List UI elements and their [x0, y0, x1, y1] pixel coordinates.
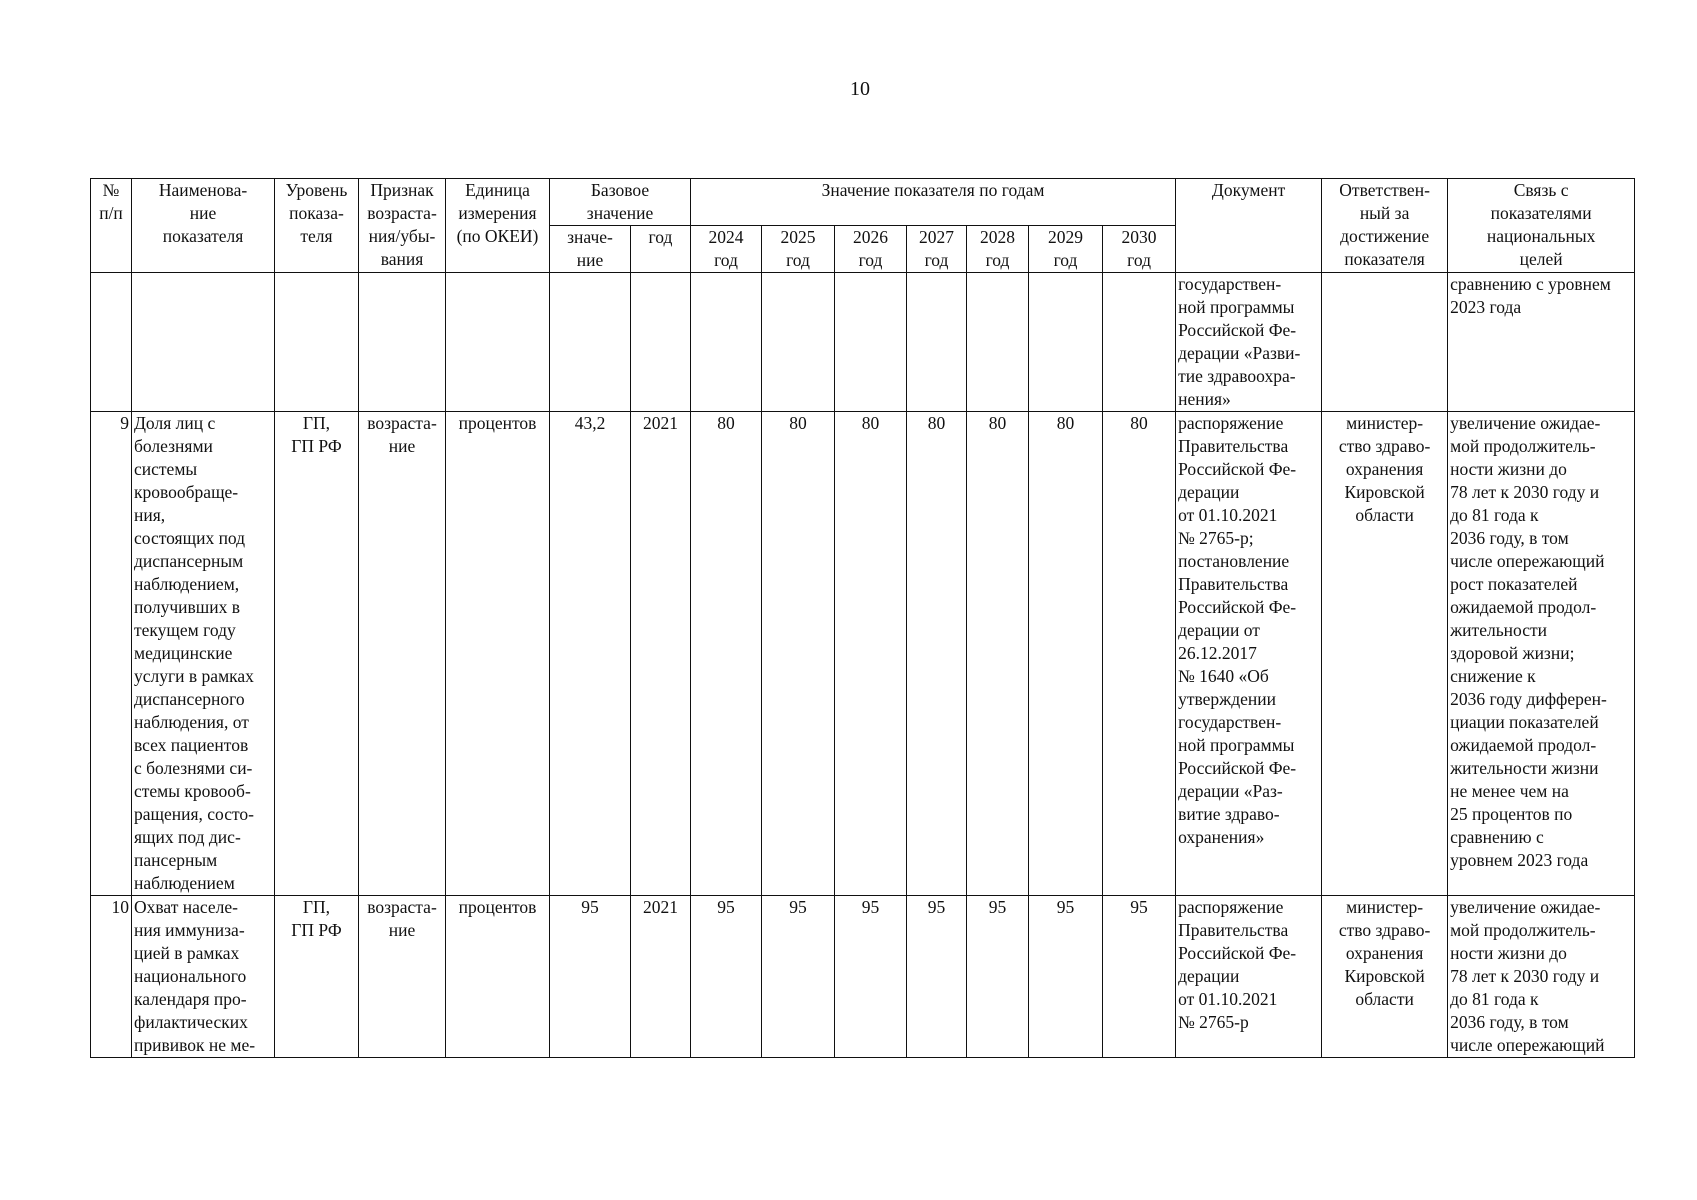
text-line: ожидаемой продол-: [1450, 735, 1597, 755]
text-line: услуги в рамках: [134, 666, 254, 686]
text-line: сравнению с: [1450, 827, 1544, 847]
text-line: Российской Фе-: [1178, 597, 1297, 617]
text-line: ной программы: [1178, 297, 1295, 317]
text-line: текущем году: [134, 620, 236, 640]
text-line: Охват населе-: [134, 897, 238, 917]
text-line: стемы кровооб-: [134, 781, 251, 801]
text-line: 2028: [980, 227, 1016, 247]
text-line: Единица: [465, 180, 530, 200]
cell-year-value: 80: [1103, 412, 1176, 896]
cell-year-value: [1029, 273, 1103, 412]
text-line: ный за: [1359, 203, 1410, 223]
text-line: мой продолжитель-: [1450, 920, 1596, 940]
text-line: 2023 года: [1450, 297, 1522, 317]
text-line: 2024: [708, 227, 744, 247]
cell-link: [1448, 896, 1635, 1058]
text-line: возраста-: [367, 203, 437, 223]
text-line: Правительства: [1178, 574, 1289, 594]
cell-num: 9: [91, 412, 132, 896]
text-line: увеличение ожидае-: [1450, 413, 1601, 433]
cell-year-value: 80: [1029, 412, 1103, 896]
continuation-row: [91, 273, 1635, 412]
text-line: министер-: [1346, 413, 1424, 433]
text-line: 2036 году, в том: [1450, 528, 1569, 548]
text-line: получивших в: [134, 597, 241, 617]
text-line: достижение: [1340, 226, 1430, 246]
text-line: рост показателей: [1450, 574, 1578, 594]
text-line: 78 лет к 2030 году и: [1450, 966, 1600, 986]
cell-base-year: 2021: [631, 412, 691, 896]
text-line: показателя: [162, 226, 244, 246]
text-line: год: [858, 250, 883, 270]
header-name: [132, 179, 275, 273]
text-line: Связь с: [1513, 180, 1569, 200]
cell-year-value: 80: [907, 412, 967, 896]
text-line: № 2765-р;: [1178, 528, 1254, 548]
text-line: ГП РФ: [291, 436, 342, 456]
text-line: министер-: [1346, 897, 1424, 917]
cell-base-year: [631, 273, 691, 412]
text-line: 78 лет к 2030 году и: [1450, 482, 1600, 502]
text-line: охранения: [1345, 943, 1424, 963]
cell-name: [132, 273, 275, 412]
cell-year-value: 95: [691, 896, 762, 1058]
text-line: не менее чем на: [1450, 781, 1569, 801]
text-line: цией в рамках: [134, 943, 240, 963]
text-line: увеличение ожидае-: [1450, 897, 1601, 917]
header-year-6: [1103, 226, 1176, 273]
text-line: мой продолжитель-: [1450, 436, 1596, 456]
text-line: № 2765-р: [1178, 1012, 1249, 1032]
text-line: 26.12.2017: [1178, 643, 1257, 663]
header-unit: [446, 179, 550, 273]
text-line: области: [1355, 989, 1414, 1009]
text-line: ство здраво-: [1338, 920, 1431, 940]
text-line: возраста-: [367, 897, 437, 917]
header-resp: [1322, 179, 1448, 273]
text-line: Доля лиц с: [134, 413, 216, 433]
text-line: 2036 году дифферен-: [1450, 689, 1607, 709]
header-year-0: [691, 226, 762, 273]
text-line: значение: [586, 203, 654, 223]
text-line: показа-: [289, 203, 344, 223]
header-level: [275, 179, 359, 273]
text-line: Российской Фе-: [1178, 320, 1297, 340]
text-line: ГП,: [302, 413, 331, 433]
text-line: 2026: [853, 227, 889, 247]
text-line: ности жизни до: [1450, 459, 1567, 479]
text-line: утверждении: [1178, 689, 1277, 709]
cell-link: [1448, 273, 1635, 412]
text-line: ящих под дис-: [134, 827, 241, 847]
text-line: жительности жизни: [1450, 758, 1599, 778]
text-line: наблюдением,: [134, 574, 240, 594]
header-year-2: [835, 226, 907, 273]
cell-year-value: 95: [1029, 896, 1103, 1058]
text-line: целей: [1519, 249, 1563, 269]
text-line: 2025: [780, 227, 816, 247]
text-line: значе-: [567, 227, 613, 247]
cell-year-value: [762, 273, 835, 412]
text-line: наблюдения, от: [134, 712, 249, 732]
text-line: до 81 года к: [1450, 989, 1539, 1009]
text-line: ращения, состо-: [134, 804, 255, 824]
text-line: ние: [388, 436, 416, 456]
text-line: год: [1053, 250, 1078, 270]
text-line: ГП,: [302, 897, 331, 917]
text-line: Ответствен-: [1339, 180, 1430, 200]
text-line: ния/убы-: [368, 226, 436, 246]
header-years-title: Значение показателя по годам: [691, 179, 1176, 226]
indicators-table: [90, 178, 1635, 1058]
text-line: Уровень: [285, 180, 348, 200]
text-line: ности жизни до: [1450, 943, 1567, 963]
text-line: прививок не ме-: [134, 1035, 256, 1055]
cell-doc: [1176, 273, 1322, 412]
text-line: системы: [134, 459, 198, 479]
text-line: ожидаемой продол-: [1450, 597, 1597, 617]
cell-base-value: [550, 273, 631, 412]
cell-doc: [1176, 896, 1322, 1058]
text-line: медицинские: [134, 643, 233, 663]
cell-year-value: 95: [967, 896, 1029, 1058]
text-line: год: [985, 250, 1010, 270]
text-line: 2030: [1121, 227, 1157, 247]
cell-year-value: [1103, 273, 1176, 412]
cell-unit: [446, 273, 550, 412]
text-line: национальных: [1486, 226, 1596, 246]
text-line: от 01.10.2021: [1178, 989, 1278, 1009]
cell-unit: процентов: [446, 896, 550, 1058]
page-number: 10: [850, 78, 870, 100]
text-line: ния иммуниза-: [134, 920, 245, 940]
text-line: показателями: [1490, 203, 1592, 223]
text-line: Российской Фе-: [1178, 459, 1297, 479]
cell-year-value: 80: [835, 412, 907, 896]
cell-level: [275, 412, 359, 896]
text-line: Правительства: [1178, 436, 1289, 456]
cell-resp: [1322, 896, 1448, 1058]
text-line: п/п: [99, 203, 123, 223]
text-line: Кировской: [1344, 482, 1425, 502]
cell-year-value: [907, 273, 967, 412]
text-line: здоровой жизни;: [1450, 643, 1575, 663]
cell-year-value: 80: [691, 412, 762, 896]
header-year-3: [907, 226, 967, 273]
text-line: ние: [576, 250, 604, 270]
cell-level: [275, 896, 359, 1058]
text-line: дерации от: [1178, 620, 1260, 640]
cell-sign: [359, 896, 446, 1058]
text-line: с болезнями си-: [134, 758, 253, 778]
cell-unit: процентов: [446, 412, 550, 896]
text-line: Признак: [370, 180, 434, 200]
text-line: области: [1355, 505, 1414, 525]
text-line: Базовое: [590, 180, 650, 200]
text-line: дерации: [1178, 966, 1240, 986]
cell-resp: [1322, 273, 1448, 412]
text-line: снижение к: [1450, 666, 1536, 686]
text-line: государствен-: [1178, 712, 1282, 732]
text-line: Правительства: [1178, 920, 1289, 940]
cell-base-year: 2021: [631, 896, 691, 1058]
text-line: состоящих под: [134, 528, 246, 548]
text-line: уровнем 2023 года: [1450, 850, 1589, 870]
text-line: всех пациентов: [134, 735, 249, 755]
text-line: от 01.10.2021: [1178, 505, 1278, 525]
text-line: государствен-: [1178, 274, 1282, 294]
text-line: ние: [388, 920, 416, 940]
text-line: наблюдением: [134, 873, 235, 893]
cell-base-value: 95: [550, 896, 631, 1058]
text-line: постановление: [1178, 551, 1290, 571]
cell-base-value: 43,2: [550, 412, 631, 896]
cell-num: 10: [91, 896, 132, 1058]
text-line: кровообраще-: [134, 482, 239, 502]
text-line: тие здравоохра-: [1178, 366, 1296, 386]
text-line: ние: [189, 203, 217, 223]
header-num: [91, 179, 132, 273]
text-line: 2036 году, в том: [1450, 1012, 1569, 1032]
text-line: дерации «Раз-: [1178, 781, 1283, 801]
text-line: дерации: [1178, 482, 1240, 502]
cell-year-value: 80: [967, 412, 1029, 896]
text-line: (по ОКЕИ): [456, 226, 539, 246]
text-line: Российской Фе-: [1178, 758, 1297, 778]
text-line: диспансерного: [134, 689, 245, 709]
cell-year-value: 95: [1103, 896, 1176, 1058]
cell-doc: [1176, 412, 1322, 896]
text-line: болезнями: [134, 436, 213, 456]
header-year-4: [967, 226, 1029, 273]
text-line: числе опережающий: [1450, 551, 1605, 571]
text-line: охранения»: [1178, 827, 1265, 847]
text-line: год: [714, 250, 738, 270]
text-line: ГП РФ: [291, 920, 342, 940]
cell-sign: [359, 273, 446, 412]
text-line: измерения: [458, 203, 537, 223]
text-line: национального: [134, 966, 247, 986]
text-line: возраста-: [367, 413, 437, 433]
cell-sign: [359, 412, 446, 896]
text-line: № 1640 «Об: [1178, 666, 1269, 686]
cell-level: [275, 273, 359, 412]
cell-year-value: 95: [907, 896, 967, 1058]
header-base: [550, 179, 691, 226]
header-year-5: [1029, 226, 1103, 273]
cell-name: [132, 896, 275, 1058]
text-line: нения»: [1178, 389, 1231, 409]
text-line: вания: [380, 249, 424, 269]
text-line: распоряжение: [1178, 413, 1284, 433]
text-line: теля: [300, 226, 333, 246]
text-line: год: [786, 250, 810, 270]
cell-year-value: 95: [762, 896, 835, 1058]
text-line: филактических: [134, 1012, 248, 1032]
cell-num: [91, 273, 132, 412]
text-line: дерации «Разви-: [1178, 343, 1301, 363]
text-line: ство здраво-: [1338, 436, 1431, 456]
table-row: [91, 896, 1635, 1058]
header-base-value: [550, 226, 631, 273]
cell-resp: [1322, 412, 1448, 896]
text-line: Кировской: [1344, 966, 1425, 986]
text-line: до 81 года к: [1450, 505, 1539, 525]
text-line: жительности: [1450, 620, 1548, 640]
header-link: [1448, 179, 1635, 273]
cell-name: [132, 412, 275, 896]
text-line: 25 процентов по: [1450, 804, 1573, 824]
text-line: витие здраво-: [1178, 804, 1280, 824]
text-line: ния,: [134, 505, 166, 525]
text-line: год: [1127, 250, 1151, 270]
text-line: охранения: [1345, 459, 1424, 479]
text-line: циации показателей: [1450, 712, 1599, 732]
cell-year-value: 95: [835, 896, 907, 1058]
text-line: числе опережающий: [1450, 1035, 1605, 1055]
text-line: год: [924, 250, 949, 270]
text-line: 2027: [919, 227, 955, 247]
cell-link: [1448, 412, 1635, 896]
text-line: Российской Фе-: [1178, 943, 1297, 963]
text-line: ной программы: [1178, 735, 1295, 755]
text-line: Наименова-: [158, 180, 248, 200]
header-row-1: [91, 179, 1635, 226]
text-line: показателя: [1344, 249, 1425, 269]
text-line: пансерным: [134, 850, 218, 870]
header-year-1: [762, 226, 835, 273]
table-row: [91, 412, 1635, 896]
header-doc: Документ: [1176, 179, 1322, 273]
text-line: распоряжение: [1178, 897, 1284, 917]
text-line: №: [102, 180, 120, 200]
text-line: календаря про-: [134, 989, 247, 1009]
header-sign: [359, 179, 446, 273]
cell-year-value: 80: [762, 412, 835, 896]
cell-year-value: [967, 273, 1029, 412]
text-line: диспансерным: [134, 551, 244, 571]
cell-year-value: [691, 273, 762, 412]
text-line: сравнению с уровнем: [1450, 274, 1611, 294]
cell-year-value: [835, 273, 907, 412]
header-base-year: год: [631, 226, 691, 273]
text-line: 2029: [1048, 227, 1084, 247]
